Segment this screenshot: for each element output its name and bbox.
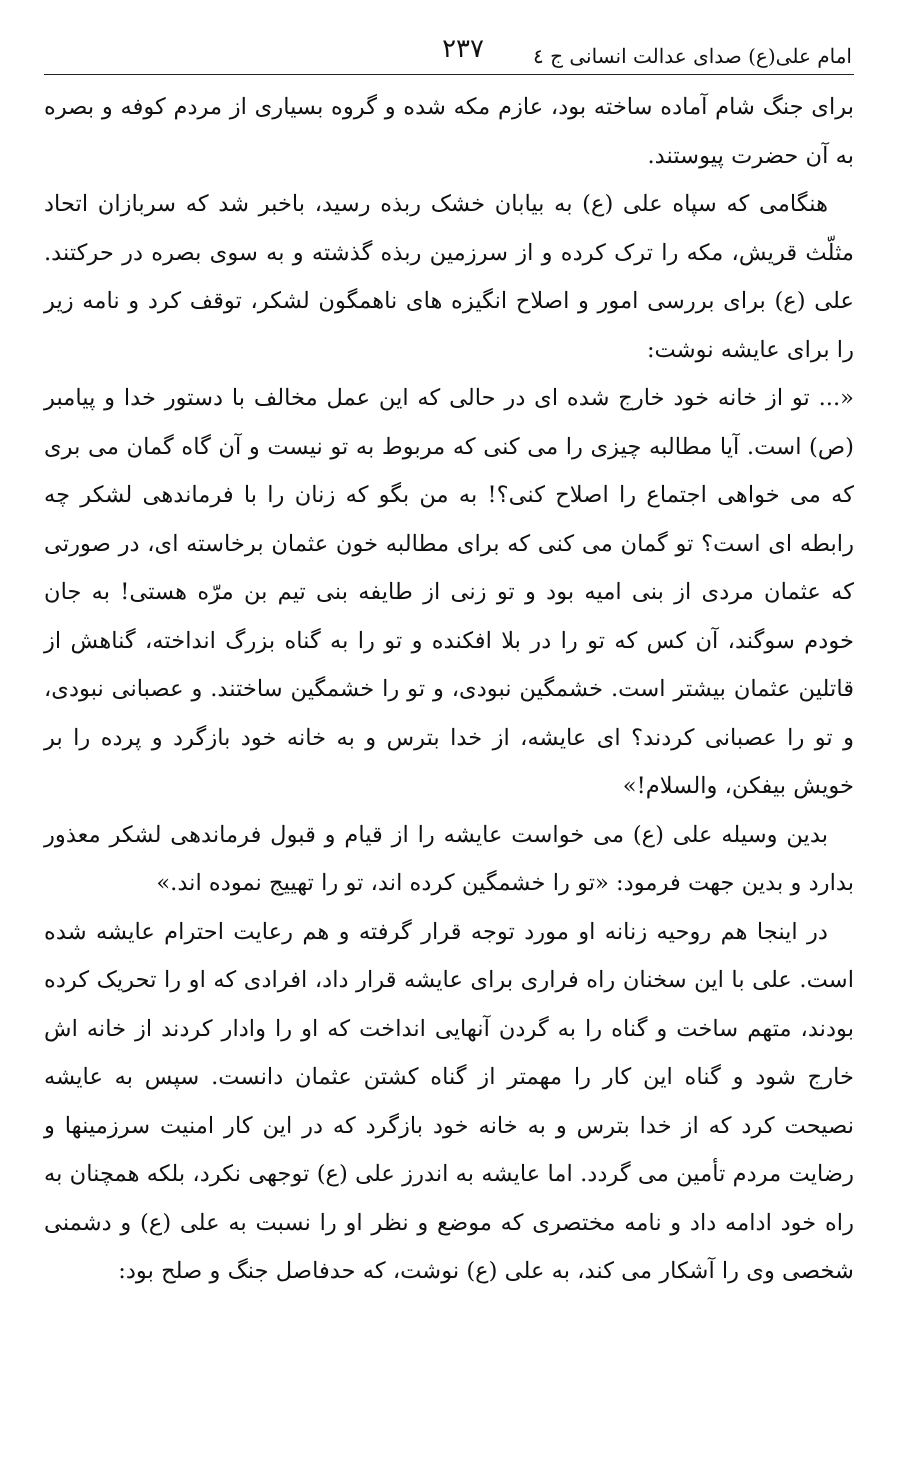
book-page bbox=[44, 28, 854, 1296]
paragraph-rabadha: هنگامی که سپاه علی (ع) به بیابان خشک ربذه رسید، باخبر شد که سربازان اتحاد مثلّث قریش، مکه را ترک کرده و از سرزمین ربذه گذشته و به سوی بصره در حرکتند. علی (ع) برای بررسی امور و اصلاح انگیزه های ناهمگون لشکر، توقف کرد و نامه زیر را برای عایشه نوشت: bbox=[44, 191, 854, 363]
paragraph-continuation: برای جنگ شام آماده ساخته بود، عازم مکه شده و گروه بسیاری از مردم کوفه و بصره به آن حضرت پیوستند. bbox=[44, 94, 854, 169]
page-number: ۲۳۷ bbox=[442, 34, 484, 64]
running-header-title: امام علی(ع) صدای عدالت انسانی ج ٤ bbox=[532, 44, 852, 68]
quoted-letter: «... تو از خانه خود خارج شده ای در حالی که این عمل مخالف با دستور خدا و پیامبر (ص) است. آیا مطالبه چیزی را می کنی که مربوط به تو نیست و آن گاه گمان می بری که می خواهی اجتماع را اصلاح کنی؟! به من بگو که زنان را با فرماندهی لشکر چه رابطه ای است؟ تو گمان می کنی که برای مطالبه خون عثمان برخاسته ای، در صورتی که عثمان مردی از بنی امیه بود و تو زنی از طایفه بنی تیم بن مرّه هستی! به جان خودم سوگند، آن کس که تو را در بلا افکنده و تو را به گناه بزرگ انداخته، گناهش از قاتلین عثمان بیشتر است. خشمگین نبودی، و تو را خشمگین ساختند. و عصبانی نبودی، و تو را عصبانی کردند؟ ای عایشه، از خدا بترس و به خانه خود بازگرد و پرده را بر خویش بیفکن، والسلام!» bbox=[44, 385, 854, 799]
paragraph-analysis: در اینجا هم روحیه زنانه او مورد توجه قرار گرفته و هم رعایت احترام عایشه شده است. علی با این سخنان راه فراری برای عایشه قرار داد، افرادی که او را تحریک کرده بودند، متهم ساخت و گناه را به گردن آنهایی انداخت که او را وادار کردند از خانه اش خارج شود و گناه این کار را مهمتر از گناه کشتن عثمان دانست. سپس به عایشه نصیحت کرد که از خدا بترس و به خانه خود بازگرد که در این کار امنیت سرزمینها و رضایت مردم تأمین می گردد. اما عایشه به اندرز علی (ع) توجهی نکرد، بلکه همچنان به راه خود ادامه داد و نامه مختصری که موضع و نظر او را نسبت به علی (ع) و دشمنی شخصی وی را آشکار می کند، به علی (ع) نوشت، که حدفاصل جنگ و صلح بود: bbox=[44, 918, 854, 1284]
running-header bbox=[44, 28, 854, 75]
paragraph-explanation: بدین وسیله علی (ع) می خواست عایشه را از قیام و قبول فرماندهی لشکر معذور بدارد و بدین جهت فرمود: «تو را خشمگین کرده اند، تو را تهییج نموده اند.» bbox=[44, 821, 854, 896]
page-body bbox=[44, 83, 854, 1296]
